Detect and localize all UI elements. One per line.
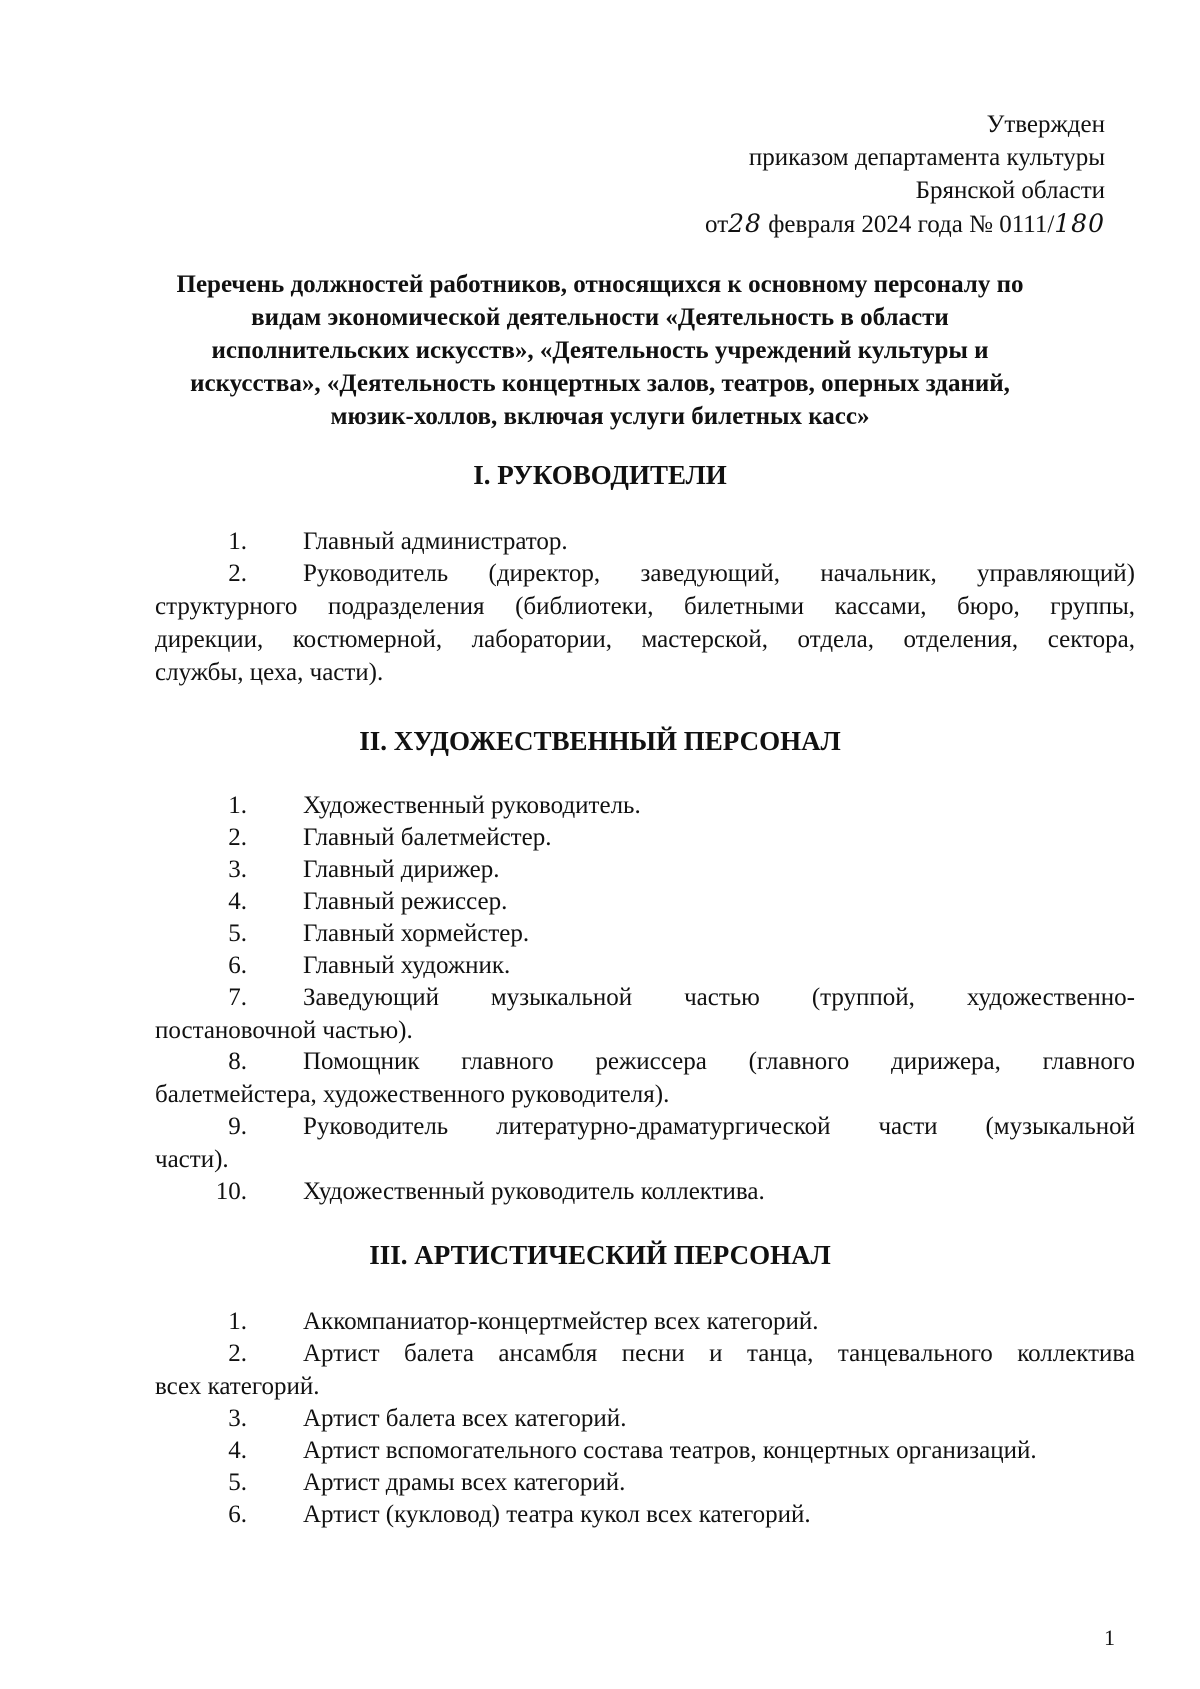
item-text-continued: службы, цеха, части).: [155, 659, 384, 686]
item-text-continued: структурного подразделения (библиотеки, билетными кассами, бюро, группы,: [155, 593, 1135, 620]
item-number: 3.: [228, 856, 247, 883]
item-text: Главный художник.: [303, 952, 511, 979]
page-number: 1: [1104, 1625, 1115, 1650]
item-text: Артист драмы всех категорий.: [303, 1469, 626, 1496]
item-text: Главный дирижер.: [303, 856, 500, 883]
item-text: Артист (кукловод) театра кукол всех категорий.: [303, 1501, 811, 1528]
item-text: Артист балета ансамбля песни и танца, танцевального коллектива: [303, 1340, 1135, 1367]
title-line: мюзик-холлов, включая услуги билетных касс»: [330, 403, 870, 430]
handwritten-order-number: 180: [1054, 209, 1105, 238]
item-text-continued: части).: [155, 1146, 229, 1173]
approval-block: [705, 108, 1105, 241]
date-prefix: от: [705, 211, 729, 238]
item-number: 4.: [228, 1437, 247, 1464]
item-text-continued: балетмейстера, художественного руководителя).: [155, 1081, 670, 1108]
document-title: [120, 268, 1080, 433]
item-number: 2.: [228, 560, 247, 587]
item-text: Артист вспомогательного состава театров, концертных организаций.: [303, 1437, 1037, 1464]
item-text: Художественный руководитель.: [303, 792, 641, 819]
item-text: Главный режиссер.: [303, 888, 508, 915]
handwritten-day: 28: [728, 209, 762, 238]
title-line: видам экономической деятельности «Деятельность в области: [251, 304, 949, 331]
title-line: искусства», «Деятельность концертных залов, театров, оперных зданий,: [190, 370, 1010, 397]
item-text: Артист балета всех категорий.: [303, 1405, 627, 1432]
item-number: 1.: [228, 792, 247, 819]
title-line: исполнительских искусств», «Деятельность учреждений культуры и: [211, 337, 989, 364]
item-number: 3.: [228, 1405, 247, 1432]
item-text: Заведующий музыкальной частью (труппой, художественно-: [303, 984, 1135, 1011]
item-number: 9.: [228, 1113, 247, 1140]
item-text: Главный балетмейстер.: [303, 824, 552, 851]
section-heading-artistic-staff: II. ХУДОЖЕСТВЕННЫЙ ПЕРСОНАЛ: [359, 726, 841, 756]
item-number: 10.: [215, 1178, 247, 1205]
section-heading-managers: I. РУКОВОДИТЕЛИ: [473, 460, 727, 490]
item-number: 6.: [228, 952, 247, 979]
title-line: Перечень должностей работников, относящихся к основному персоналу по: [176, 271, 1024, 298]
item-text: Главный администратор.: [303, 528, 568, 555]
section-heading-performing-staff: III. АРТИСТИЧЕСКИЙ ПЕРСОНАЛ: [369, 1240, 831, 1270]
approval-date-line: [705, 207, 1105, 241]
date-rest: февраля 2024 года № 0111/: [768, 211, 1055, 238]
item-number: 8.: [228, 1048, 247, 1075]
item-number: 1.: [228, 1308, 247, 1335]
item-number: 2.: [228, 824, 247, 851]
approval-line-2: приказом департамента культуры: [748, 144, 1105, 171]
item-text-continued: всех категорий.: [155, 1373, 320, 1400]
item-text: Аккомпаниатор-концертмейстер всех категорий.: [303, 1308, 819, 1335]
item-text: Помощник главного режиссера (главного дирижера, главного: [303, 1048, 1135, 1075]
item-number: 1.: [228, 528, 247, 555]
approval-line-1: Утвержден: [986, 111, 1105, 138]
item-number: 7.: [228, 984, 247, 1011]
item-number: 6.: [228, 1501, 247, 1528]
item-text: Художественный руководитель коллектива.: [303, 1178, 765, 1205]
approval-line-3: Брянской области: [915, 177, 1105, 204]
item-number: 5.: [228, 1469, 247, 1496]
item-text: Руководитель (директор, заведующий, начальник, управляющий): [303, 560, 1135, 587]
item-text-continued: постановочной частью).: [155, 1017, 413, 1044]
item-text-continued: дирекции, костюмерной, лаборатории, мастерской, отдела, отделения, сектора,: [155, 626, 1135, 653]
item-text: Главный хормейстер.: [303, 920, 530, 947]
item-number: 4.: [228, 888, 247, 915]
item-number: 5.: [228, 920, 247, 947]
item-number: 2.: [228, 1340, 247, 1367]
item-text: Руководитель литературно-драматургической части (музыкальной: [303, 1113, 1135, 1140]
